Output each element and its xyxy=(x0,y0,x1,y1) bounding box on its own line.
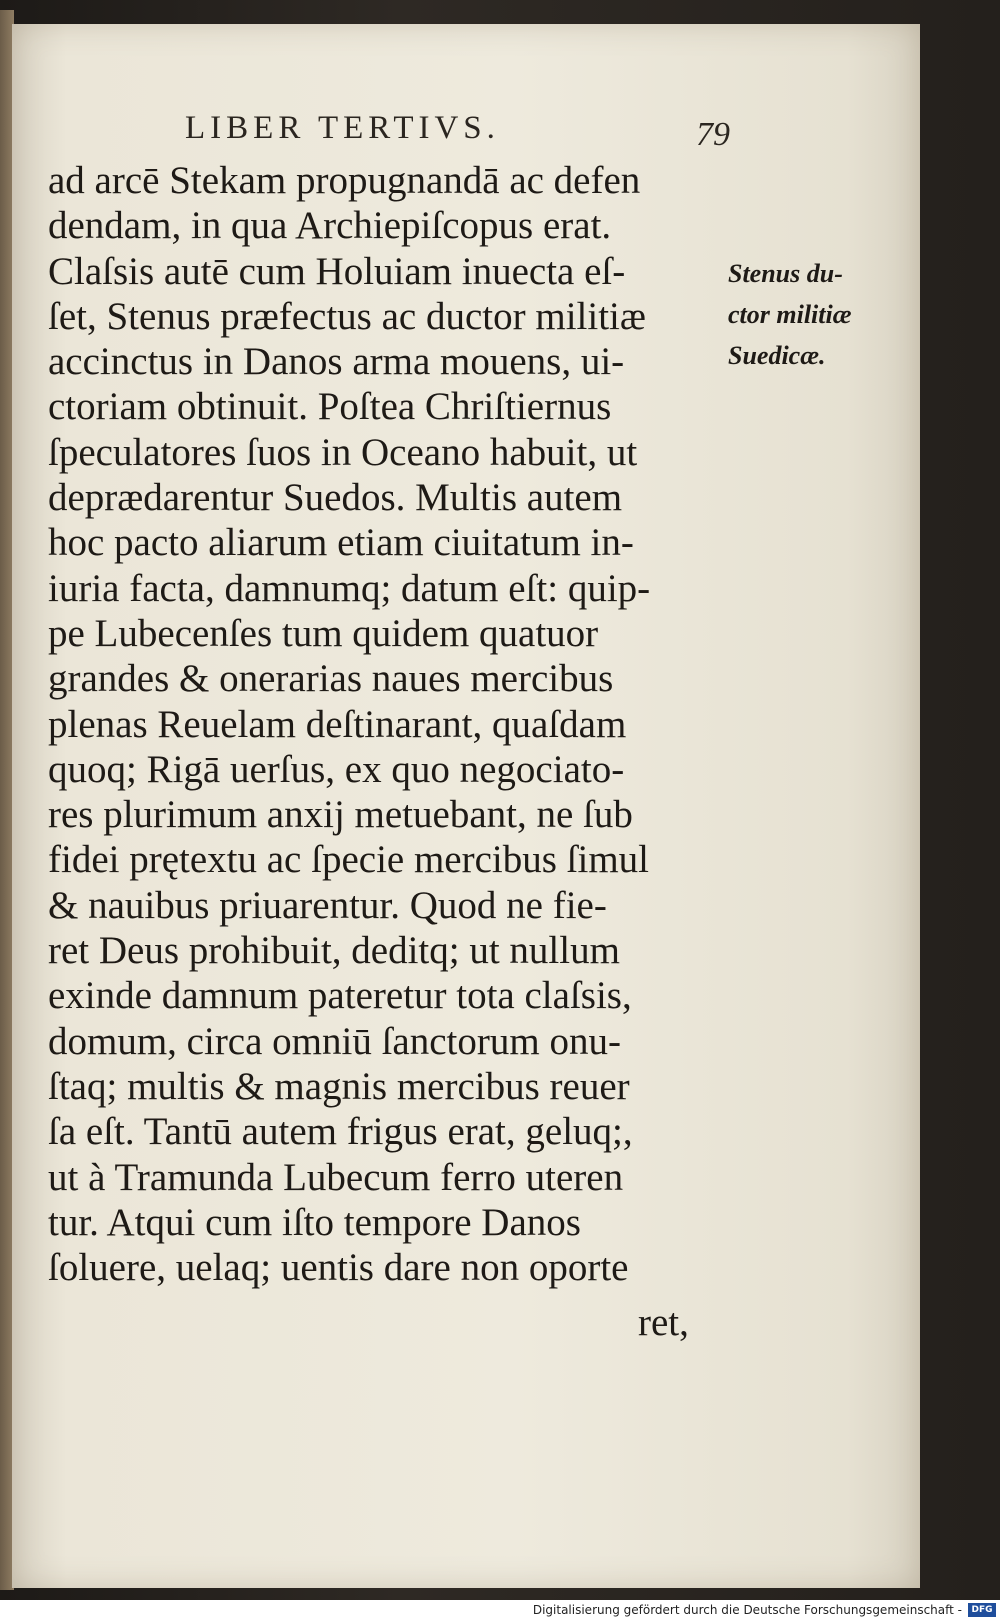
text-line: ctoriam obtinuit. Poſtea Chriſtiernus xyxy=(48,385,612,429)
text-line: ſa eſt. Tantū autem frigus erat, geluq;, xyxy=(48,1110,633,1154)
text-line: tur. Atqui cum iſto tempore Danos xyxy=(48,1200,581,1244)
margin-note-line: Suedicæ. xyxy=(728,341,826,370)
text-line: ſet, Stenus præfectus ac ductor militiæ xyxy=(48,294,646,338)
footer-bar xyxy=(0,1600,1000,1621)
text-line: hoc pacto aliarum etiam ciuitatum in- xyxy=(48,521,634,565)
text-line: ſpeculatores ſuos in Oceano habuit, ut xyxy=(48,430,638,474)
text-line: accinctus in Danos arma mouens, ui- xyxy=(48,340,625,384)
text-line: quoq; Rigā uerſus, ex quo negociato- xyxy=(48,747,625,791)
text-line: plenas Reuelam deſtinarant, quaſdam xyxy=(48,702,627,746)
text-line: deprædarentur Suedos. Multis autem xyxy=(48,476,623,520)
text-line: ret Deus prohibuit, deditq; ut nullum xyxy=(48,929,620,973)
page-header xyxy=(185,92,730,152)
text-line: Claſsis autē cum Holuiam inuecta eſ- xyxy=(48,249,626,293)
footer-credit: Digitalisierung gefördert durch die Deutsche Forschungsgemeinschaft - xyxy=(532,1603,962,1617)
text-line: & nauibus priuarentur. Quod ne fie- xyxy=(48,883,607,927)
text-line: ſtaq; multis & magnis mercibus reuer xyxy=(48,1064,630,1108)
margin-note-line: ctor militiæ xyxy=(728,300,852,329)
margin-note xyxy=(728,253,878,376)
dfg-logo: DFG xyxy=(968,1603,996,1617)
text-line: domum, circa omniū ſanctorum onu- xyxy=(48,1019,621,1063)
text-line: ſoluere, uelaq; uentis dare non oporte xyxy=(48,1246,629,1290)
page-number: 79 xyxy=(696,116,730,153)
body-text xyxy=(48,158,728,1290)
text-line: res plurimum anxij metuebant, ne ſub xyxy=(48,793,633,837)
text-line: exinde damnum pateretur tota claſsis, xyxy=(48,974,632,1018)
catchword: ret, xyxy=(638,1301,689,1344)
running-head: LIBER TERTIVS. xyxy=(185,110,500,146)
margin-note-line: Stenus du- xyxy=(728,259,843,288)
text-line: fidei prętextu ac ſpecie mercibus ſimul xyxy=(48,838,650,882)
text-line: grandes & onerarias naues mercibus xyxy=(48,657,614,701)
text-line: iuria facta, damnumq; datum eſt: quip- xyxy=(48,566,651,610)
text-line: dendam, in qua Archiepiſcopus erat. xyxy=(48,204,612,248)
text-line: ut à Tramunda Lubecum ferro uteren xyxy=(48,1155,624,1199)
text-line: ad arcē Stekam propugnandā ac defen xyxy=(48,159,641,202)
text-line: pe Lubecenſes tum quidem quatuor xyxy=(48,611,599,655)
